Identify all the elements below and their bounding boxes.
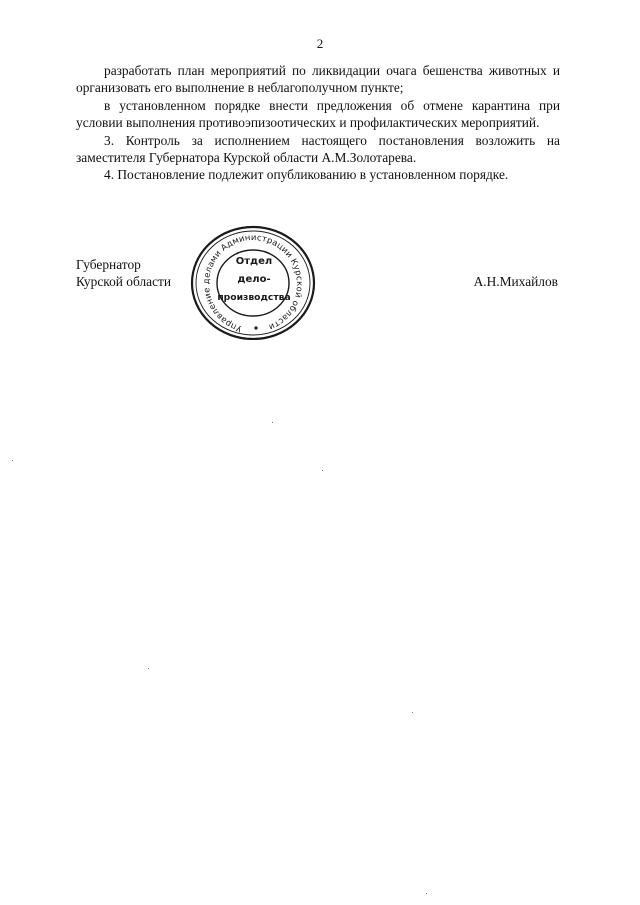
paragraph-2: в установленном порядке внести предложения об отмене карантина при условии выполнения противоэпизоотических и профилактических мероприятий. xyxy=(76,97,560,131)
scan-speck xyxy=(426,893,427,894)
scan-speck xyxy=(12,460,13,461)
body-text xyxy=(76,62,560,184)
signatory-name: А.Н.Михайлов xyxy=(473,274,558,289)
official-stamp-seal xyxy=(188,220,318,340)
signatory-title xyxy=(76,256,171,290)
scan-speck xyxy=(148,668,149,669)
stamp-center-line-3: производства xyxy=(217,292,291,303)
stamp-center-line-2: дело- xyxy=(237,274,271,285)
scan-speck xyxy=(412,712,413,713)
scan-speck xyxy=(322,470,323,471)
scan-speck xyxy=(272,422,273,423)
signatory-title-line-1: Губернатор xyxy=(76,257,141,272)
stamp-ring-text: Управление делами Администрации Курской области xyxy=(200,231,306,335)
paragraph-3: 3. Контроль за исполнением настоящего постановления возложить на заместителя Губернатора Курской области А.М.Золотарева. xyxy=(76,132,560,166)
stamp-center-line-1: Отдел xyxy=(235,256,273,267)
paragraph-1: разработать план мероприятий по ликвидации очага бешенства животных и организовать его выполнение в неблагополучном пункте; xyxy=(76,63,560,96)
stamp-dot xyxy=(254,326,257,329)
paragraph-4: 4. Постановление подлежит опубликованию в установленном порядке. xyxy=(104,167,509,183)
page-number: 2 xyxy=(316,36,324,51)
signatory-title-line-2: Курской области xyxy=(76,274,172,289)
